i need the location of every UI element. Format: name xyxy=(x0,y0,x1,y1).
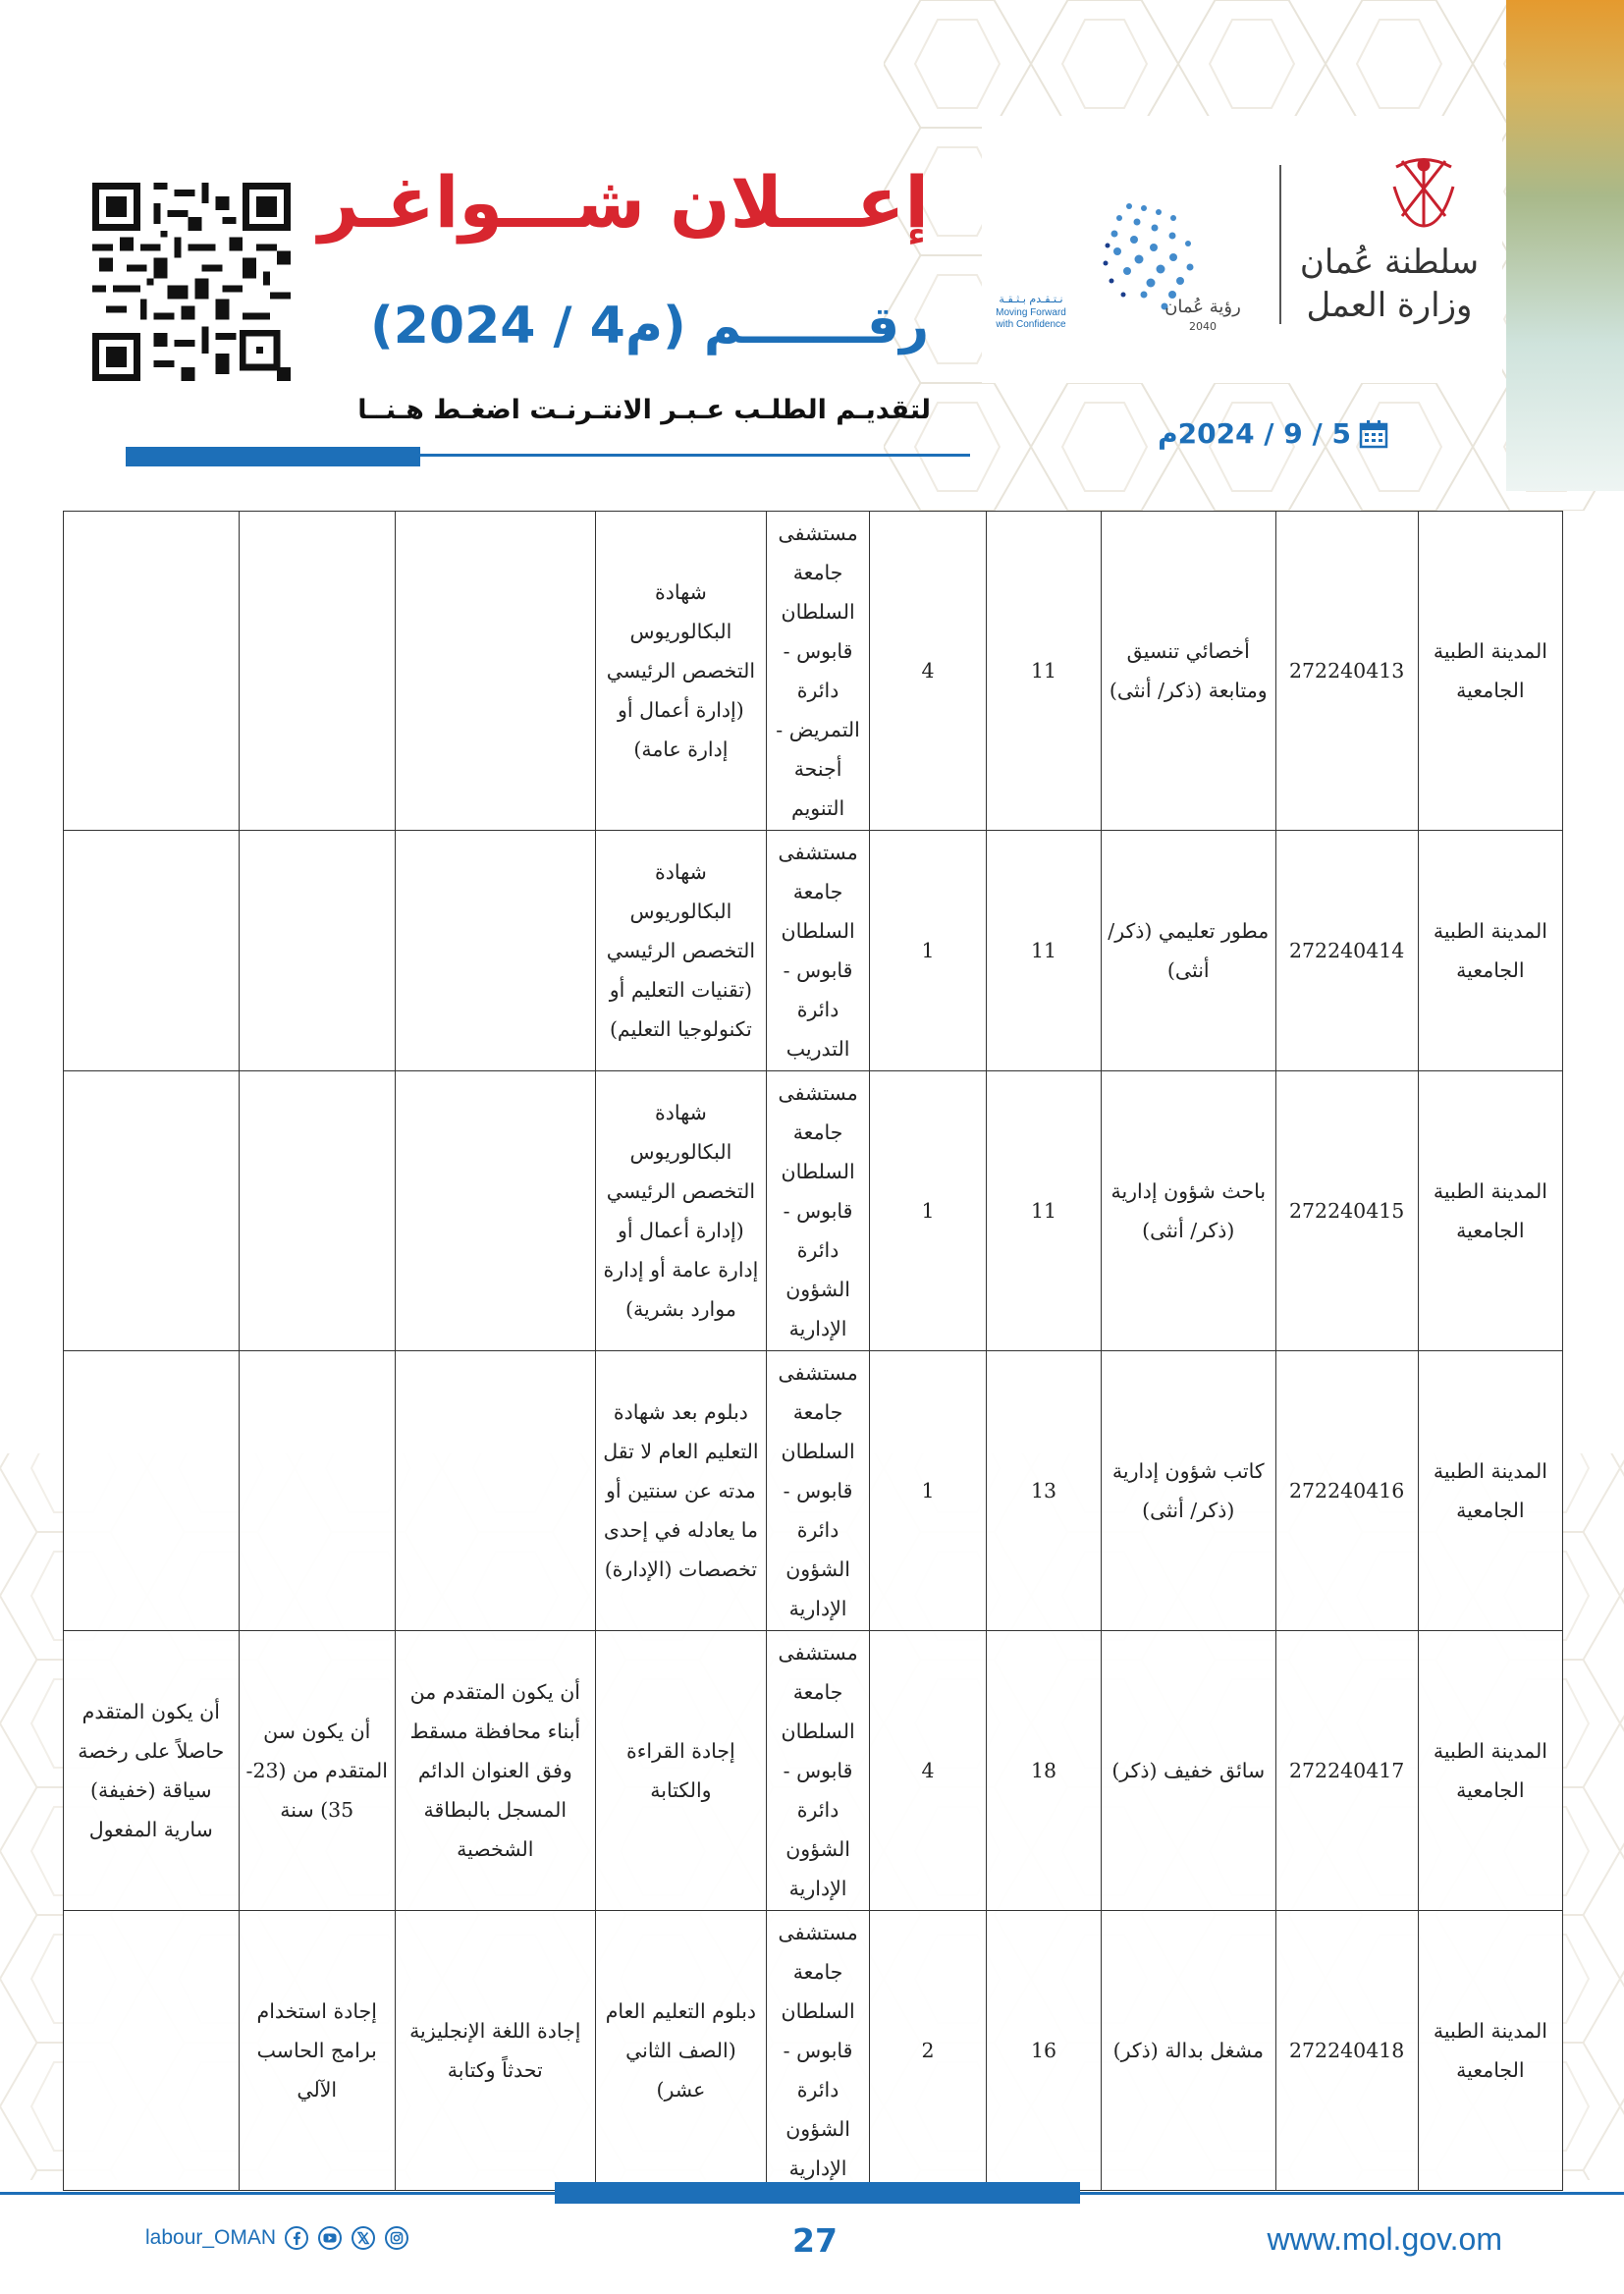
job-title-cell: مشغل بدالة (ذكر) xyxy=(1102,1911,1276,2191)
requirement-cell: أن يكون المتقدم من أبناء محافظة مسقط وفق العنوان الدائم المسجل بالبطاقة الشخصية xyxy=(395,1631,595,1911)
count-cell: 1 xyxy=(870,1071,987,1351)
requirement-cell xyxy=(64,831,240,1071)
table-row xyxy=(64,1071,1563,1351)
qualification-cell: شهادة البكالوريوس التخصص الرئيسي (إدارة أعمال أو إدارة عامة) xyxy=(595,512,766,831)
page-title: إعـــلان شـــواغـر xyxy=(318,161,929,244)
location-cell: مستشفى جامعة السلطان قابوس - دائرة التدريب xyxy=(767,831,870,1071)
ministry-of-labour-logo xyxy=(1276,147,1502,334)
requirement-cell xyxy=(239,1351,395,1631)
job-title-cell: سائق خفيف (ذكر) xyxy=(1102,1631,1276,1911)
table-row xyxy=(64,831,1563,1071)
page-number: 27 xyxy=(792,2221,838,2260)
slogan-english-2: with Confidence xyxy=(996,319,1066,330)
employer-cell: المدينة الطبية الجامعية xyxy=(1418,1351,1562,1631)
job-code-cell: 272240414 xyxy=(1275,831,1418,1071)
requirement-cell xyxy=(239,831,395,1071)
table-row xyxy=(64,1631,1563,1911)
grade-cell: 11 xyxy=(987,831,1102,1071)
qualification-cell: شهادة البكالوريوس التخصص الرئيسي (إدارة أعمال أو إدارة عامة أو إدارة موارد بشرية) xyxy=(595,1071,766,1351)
ministry-name-line2: وزارة العمل xyxy=(1306,286,1473,325)
logo-divider xyxy=(1279,165,1281,324)
job-title-cell: مطور تعليمي (ذكر/أنثى) xyxy=(1102,831,1276,1071)
decorative-corner-bar xyxy=(1506,0,1624,491)
requirement-cell: إجادة استخدام برامج الحاسب الآلي xyxy=(239,1911,395,2191)
facebook-icon[interactable] xyxy=(284,2225,309,2251)
employer-cell: المدينة الطبية الجامعية xyxy=(1418,1071,1562,1351)
count-cell: 1 xyxy=(870,831,987,1071)
calendar-icon xyxy=(1359,419,1388,449)
location-cell: مستشفى جامعة السلطان قابوس - دائرة الشؤون الإدارية xyxy=(767,1911,870,2191)
footer-accent-bar xyxy=(555,2182,1080,2204)
instagram-icon[interactable] xyxy=(384,2225,409,2251)
location-cell: مستشفى جامعة السلطان قابوس - دائرة التمريض - أجنحة التنويم xyxy=(767,512,870,831)
date-text: 5 / 9 / 2024م xyxy=(1158,417,1351,450)
requirement-cell xyxy=(239,1071,395,1351)
employer-cell: المدينة الطبية الجامعية xyxy=(1418,512,1562,831)
requirement-cell xyxy=(395,831,595,1071)
requirement-cell xyxy=(64,512,240,831)
social-links xyxy=(145,2225,409,2251)
count-cell: 4 xyxy=(870,1631,987,1911)
x-icon[interactable] xyxy=(351,2225,376,2251)
website-link[interactable]: www.mol.gov.om xyxy=(1267,2221,1502,2257)
job-title-cell: كاتب شؤون إدارية (ذكر/ أنثى) xyxy=(1102,1351,1276,1631)
grade-cell: 11 xyxy=(987,1071,1102,1351)
job-code-cell: 272240413 xyxy=(1275,512,1418,831)
count-cell: 2 xyxy=(870,1911,987,2191)
requirement-cell xyxy=(64,1351,240,1631)
qr-code[interactable] xyxy=(92,183,291,381)
qualification-cell: شهادة البكالوريوس التخصص الرئيسي (تقنيات التعليم أو تكنولوجيا التعليم) xyxy=(595,831,766,1071)
title-underline-thin xyxy=(420,454,970,457)
qualification-cell: دبلوم بعد شهادة التعليم العام لا تقل مدته عن سنتين أو ما يعادله في إحدى تخصصات (الإدارة) xyxy=(595,1351,766,1631)
requirement-cell xyxy=(64,1911,240,2191)
social-handle[interactable]: labour_OMAN xyxy=(145,2226,277,2249)
table-row xyxy=(64,1351,1563,1631)
grade-cell: 18 xyxy=(987,1631,1102,1911)
grade-cell: 13 xyxy=(987,1351,1102,1631)
requirement-cell xyxy=(239,512,395,831)
announcement-number: رقـــــــم (م4 / 2024) xyxy=(369,297,929,355)
requirement-cell: أن يكون سن المتقدم من (23-35) سنة xyxy=(239,1631,395,1911)
title-underline xyxy=(126,447,420,466)
vision-name: رؤية عُمان xyxy=(1164,297,1241,317)
youtube-icon[interactable] xyxy=(317,2225,343,2251)
job-code-cell: 272240418 xyxy=(1275,1911,1418,2191)
grade-cell: 11 xyxy=(987,512,1102,831)
location-cell: مستشفى جامعة السلطان قابوس - دائرة الشؤون الإدارية xyxy=(767,1351,870,1631)
job-code-cell: 272240417 xyxy=(1275,1631,1418,1911)
vision-year: 2040 xyxy=(1189,320,1217,333)
requirement-cell xyxy=(395,1351,595,1631)
table-row xyxy=(64,1911,1563,2191)
job-title-cell: أخصائي تنسيق ومتابعة (ذكر/ أنثى) xyxy=(1102,512,1276,831)
count-cell: 1 xyxy=(870,1351,987,1631)
location-cell: مستشفى جامعة السلطان قابوس - دائرة الشؤون الإدارية xyxy=(767,1071,870,1351)
employer-cell: المدينة الطبية الجامعية xyxy=(1418,1911,1562,2191)
job-title-cell: باحث شؤون إدارية (ذكر/ أنثى) xyxy=(1102,1071,1276,1351)
qualification-cell: إجادة القراءة والكتابة xyxy=(595,1631,766,1911)
requirement-cell xyxy=(64,1071,240,1351)
job-code-cell: 272240415 xyxy=(1275,1071,1418,1351)
requirement-cell: أن يكون المتقدم حاصلاً على رخصة سياقة (خفيفة) سارية المفعول xyxy=(64,1631,240,1911)
location-cell: مستشفى جامعة السلطان قابوس - دائرة الشؤون الإدارية xyxy=(767,1631,870,1911)
slogan-english-1: Moving Forward xyxy=(996,307,1066,318)
grade-cell: 16 xyxy=(987,1911,1102,2191)
employer-cell: المدينة الطبية الجامعية xyxy=(1418,1631,1562,1911)
vacancies-table xyxy=(63,511,1563,2191)
announcement-date xyxy=(1158,417,1388,450)
job-code-cell: 272240416 xyxy=(1275,1351,1418,1631)
count-cell: 4 xyxy=(870,512,987,831)
slogan-arabic: نـتـقـدم بـثـقـة xyxy=(999,293,1063,305)
qualification-cell: دبلوم التعليم العام (الصف الثاني عشر) xyxy=(595,1911,766,2191)
apply-online-link[interactable]: لتقديـم الطلـب عـبـر الانتـرنـت اضغـط هـنــا xyxy=(357,395,931,425)
oman-vision-2040-logo xyxy=(982,187,1267,334)
requirement-cell xyxy=(395,1071,595,1351)
employer-cell: المدينة الطبية الجامعية xyxy=(1418,831,1562,1071)
ministry-name-line1: سلطنة عُمان xyxy=(1299,243,1480,282)
requirement-cell xyxy=(395,512,595,831)
requirement-cell: إجادة اللغة الإنجليزية تحدثاً وكتابة xyxy=(395,1911,595,2191)
table-row xyxy=(64,512,1563,831)
